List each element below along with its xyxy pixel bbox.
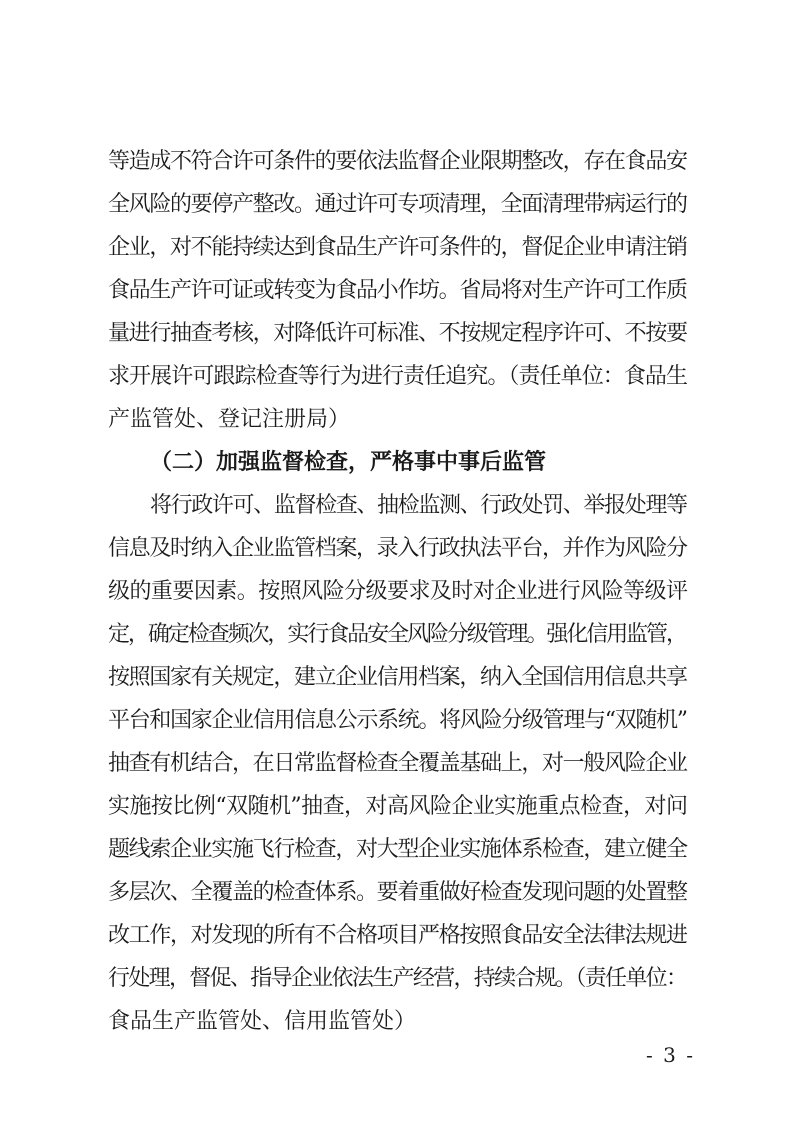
text-line-content: 平台和国家企业信用信息公示系统。将风险分级管理与“双随机” (108, 708, 687, 733)
text-line (0, 744, 793, 784)
section-heading (0, 443, 793, 483)
text-line (0, 701, 793, 741)
text-line (0, 142, 793, 182)
text-line (0, 572, 793, 612)
text-line (0, 615, 793, 655)
text-line (0, 185, 793, 225)
text-line-content: 信息及时纳入企业监管档案，录入行政执法平台，并作为风险分 (108, 536, 687, 561)
text-line-content: 食品生产监管处、信用监管处） (108, 1009, 417, 1034)
text-line-content: 定，确定检查频次，实行食品安全风险分级管理。强化信用监管， (108, 622, 686, 647)
text-line (0, 400, 793, 440)
text-line-content: 将行政许可、监督检查、抽检监测、行政处罚、举报处理等 (150, 493, 687, 518)
text-line-content: 级的重要因素。按照风险分级要求及时对企业进行风险等级评 (108, 579, 688, 604)
text-line-content: 改工作，对发现的所有不合格项目严格按照食品安全法律法规进 (108, 923, 687, 948)
text-line-content: 等造成不符合许可条件的要依法监督企业限期整改，存在食品安 (108, 149, 687, 174)
text-line-content: 抽查有机结合，在日常监督检查全覆盖基础上，对一般风险企业 (108, 751, 687, 776)
text-line (0, 228, 793, 268)
text-line (0, 1002, 793, 1042)
text-line-content: 行处理，督促、指导企业依法生产经营，持续合规。（责任单位： (108, 966, 687, 991)
text-line-content: 全风险的要停产整改。通过许可专项清理，全面清理带病运行的 (108, 192, 687, 217)
text-line-content: 求开展许可跟踪检查等行为进行责任追究。（责任单位：食品生 (108, 364, 688, 389)
text-line (0, 787, 793, 827)
text-line (0, 916, 793, 956)
text-line (0, 486, 793, 526)
text-line (0, 357, 793, 397)
text-line (0, 959, 793, 999)
text-line-content: 食品生产许可证或转变为食品小作坊。省局将对生产许可工作质 (108, 278, 687, 303)
text-line-content: 按照国家有关规定，建立企业信用档案，纳入全国信用信息共享 (108, 665, 687, 690)
text-line (0, 658, 793, 698)
text-line (0, 314, 793, 354)
text-line (0, 271, 793, 311)
text-line-content: 量进行抽查考核，对降低许可标准、不按规定程序许可、不按要 (108, 321, 687, 346)
page-number: - 3 - (646, 1043, 695, 1067)
text-line (0, 830, 793, 870)
section-heading-text: （二）加强监督检查，严格事中事后监管 (150, 450, 547, 475)
text-line (0, 529, 793, 569)
text-line-content: 企业，对不能持续达到食品生产许可条件的，督促企业申请注销 (108, 235, 687, 260)
text-line-content: 多层次、全覆盖的检查体系。要着重做好检查发现问题的处置整 (108, 880, 687, 905)
text-line-content: 题线索企业实施飞行检查，对大型企业实施体系检查，建立健全 (108, 837, 687, 862)
text-line (0, 873, 793, 913)
text-line-content: 产监管处、登记注册局） (108, 407, 351, 432)
text-line-content: 实施按比例“双随机”抽查，对高风险企业实施重点检查，对问 (108, 794, 688, 819)
